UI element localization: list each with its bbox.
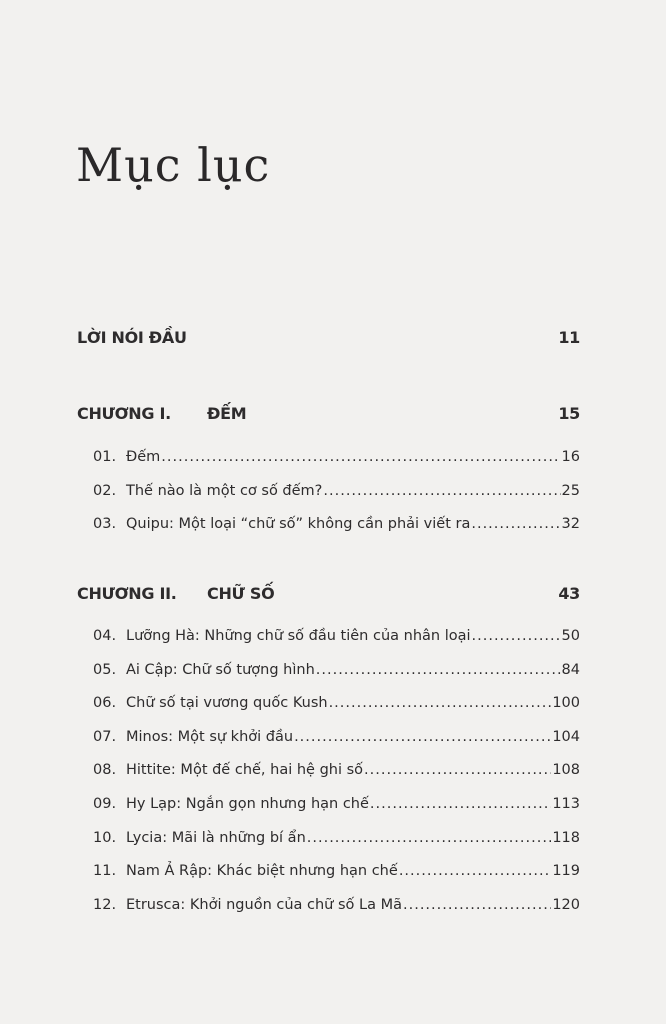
entry-title: Etrusca: Khởi nguồn của chữ số La Mã: [126, 896, 402, 913]
entry-number: 09.: [93, 795, 117, 812]
toc-entry-03[interactable]: [93, 508, 580, 542]
entry-page: 108: [552, 762, 580, 779]
page-title: Mục lục: [76, 138, 271, 192]
entry-number: 06.: [93, 695, 117, 712]
entry-page: 100: [552, 695, 580, 712]
chapter-1-heading[interactable]: [77, 404, 580, 423]
dot-leader: [399, 855, 552, 889]
toc-entry-11[interactable]: [93, 855, 580, 889]
entry-number: 01.: [93, 449, 117, 465]
chapter-1-name: ĐẾM: [207, 404, 247, 423]
dot-leader: [294, 721, 551, 755]
entry-page: 118: [552, 829, 580, 846]
entry-title: Hittite: Một đế chế, hai hệ ghi số: [126, 762, 364, 779]
entry-page: 50: [561, 628, 580, 644]
entry-title: Hy Lạp: Ngắn gọn nhưng hạn chế: [126, 795, 369, 812]
preface-label: LỜI NÓI ĐẦU: [77, 328, 187, 347]
entry-title: Ai Cập: Chữ số tượng hình: [126, 661, 315, 678]
toc-entry-05[interactable]: [93, 654, 580, 688]
dot-leader: [403, 889, 551, 923]
chapter-1-page: 15: [558, 404, 580, 423]
chapter-1-label: CHƯƠNG I.: [77, 404, 171, 423]
toc-entry-10[interactable]: [93, 822, 580, 856]
entry-page: 113: [552, 795, 580, 812]
chapter-2-heading[interactable]: [77, 584, 580, 603]
chapter-1-entries: [93, 441, 580, 542]
toc-entry-06[interactable]: [93, 687, 580, 721]
toc-entry-08[interactable]: [93, 754, 580, 788]
entry-title: Lưỡng Hà: Những chữ số đầu tiên của nhân loại: [126, 628, 471, 644]
entry-page: 16: [561, 449, 580, 465]
entry-title: Lycia: Mãi là những bí ẩn: [126, 829, 306, 846]
entry-number: 10.: [93, 829, 117, 846]
entry-number: 12.: [93, 896, 117, 913]
chapter-2-entries: [93, 620, 580, 922]
toc-entry-09[interactable]: [93, 788, 580, 822]
entry-title: Chữ số tại vương quốc Kush: [126, 695, 328, 712]
chapter-2-page: 43: [558, 584, 580, 603]
entry-number: 02.: [93, 482, 117, 499]
entry-number: 11.: [93, 863, 117, 880]
dot-leader: [472, 620, 561, 654]
entry-number: 08.: [93, 762, 117, 779]
chapter-2-label: CHƯƠNG II.: [77, 584, 177, 603]
entry-page: 32: [561, 516, 580, 533]
dot-leader: [364, 754, 551, 788]
toc-entry-07[interactable]: [93, 721, 580, 755]
dot-leader: [307, 822, 552, 856]
dot-leader: [329, 687, 552, 721]
dot-leader: [161, 441, 560, 475]
entry-number: 04.: [93, 628, 117, 644]
toc-entry-02[interactable]: [93, 475, 580, 509]
entry-title: Thế nào là một cơ số đếm?: [126, 482, 323, 499]
entry-page: 104: [552, 728, 580, 745]
entry-title: Nam Ả Rập: Khác biệt nhưng hạn chế: [126, 863, 398, 880]
chapter-2-name: CHỮ SỐ: [207, 584, 275, 603]
dot-leader: [316, 654, 561, 688]
toc-entry-01[interactable]: [93, 441, 580, 475]
dot-leader: [471, 508, 560, 542]
entry-title: Quipu: Một loại “chữ số” không cần phải viết ra: [126, 516, 471, 533]
toc-entry-12[interactable]: [93, 889, 580, 923]
entry-number: 03.: [93, 516, 117, 533]
entry-number: 05.: [93, 661, 117, 678]
entry-title: Đếm: [126, 449, 161, 465]
entry-title: Minos: Một sự khởi đầu: [126, 728, 294, 745]
entry-page: 25: [561, 482, 580, 499]
entry-page: 119: [552, 863, 580, 880]
dot-leader: [323, 475, 560, 509]
dot-leader: [370, 788, 551, 822]
toc-entry-04[interactable]: [93, 620, 580, 654]
entry-page: 120: [552, 896, 580, 913]
preface-page: 11: [558, 328, 580, 347]
entry-number: 07.: [93, 728, 117, 745]
preface-heading[interactable]: [77, 328, 580, 347]
entry-page: 84: [561, 661, 580, 678]
